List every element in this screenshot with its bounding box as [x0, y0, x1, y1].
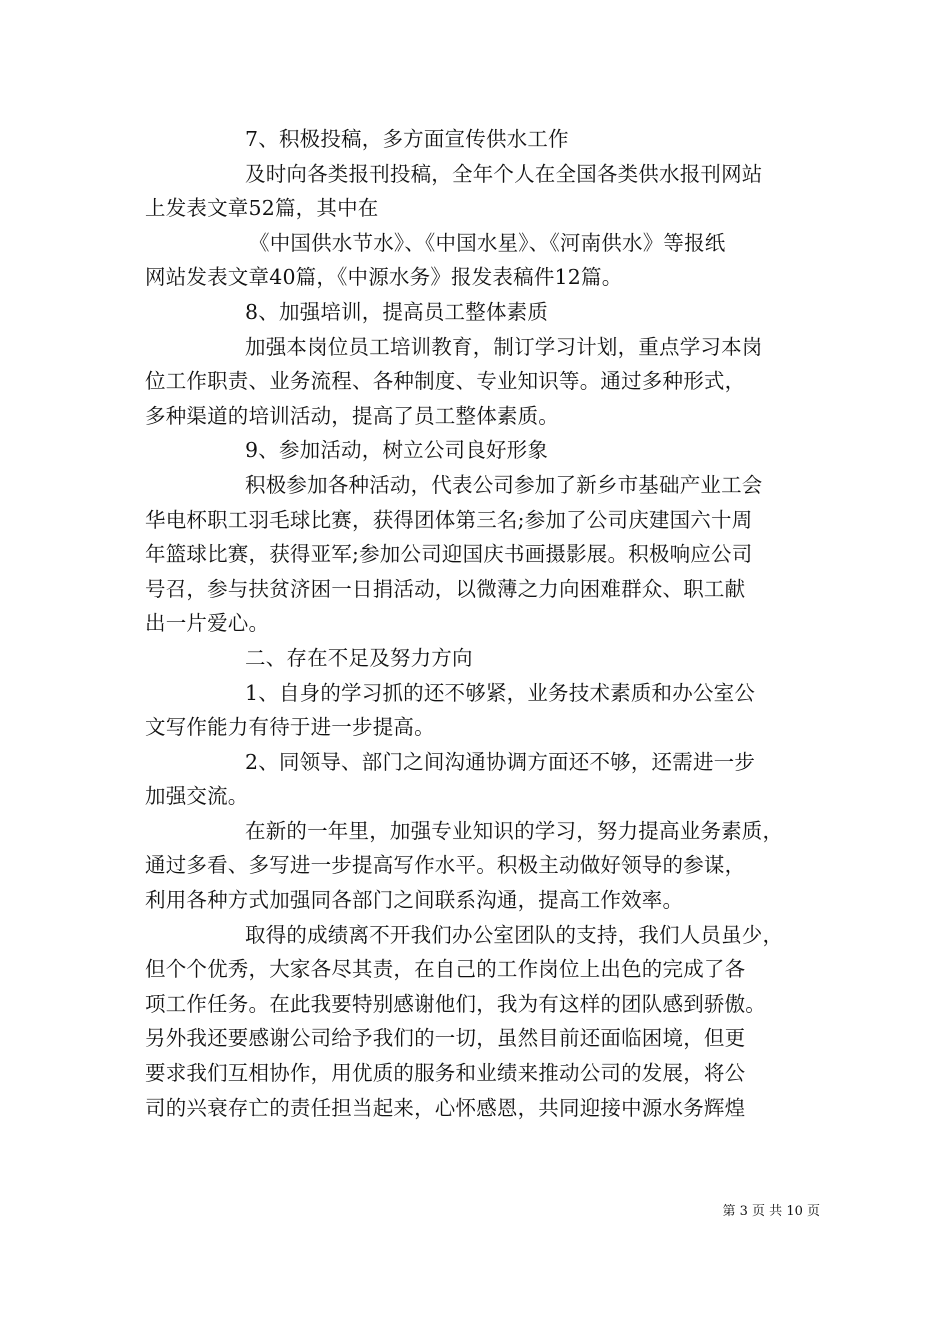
section-heading-2: 二、存在不足及努力方向 — [245, 645, 473, 670]
text-line: 网站发表文章40篇，《中源水务》报发表稿件12篇。 — [145, 265, 623, 290]
text-line: 文写作能力有待于进一步提高。 — [145, 715, 435, 740]
text-line: 《中国供水节水》、《中国水星》、《河南供水》等报纸 — [249, 230, 726, 255]
text-line: 在新的一年里，加强专业知识的学习，努力提高业务素质， — [245, 818, 784, 843]
text-line: 利用各种方式加强同各部门之间联系沟通，提高工作效率。 — [145, 888, 684, 913]
section-heading-7: 7、积极投稿，多方面宣传供水工作 — [245, 127, 569, 151]
text-line: 项工作任务。在此我要特别感谢他们，我为有这样的团队感到骄傲。 — [145, 991, 766, 1016]
section-heading-8: 8、加强培训，提高员工整体素质 — [245, 299, 549, 324]
text-line: 加强交流。 — [145, 784, 249, 809]
text-line: 上发表文章52篇，其中在 — [145, 196, 379, 221]
text-line: 2、同领导、部门之间沟通协调方面还不够，还需进一步 — [245, 749, 756, 774]
text-line: 另外我还要感谢公司给予我们的一切，虽然目前还面临困境，但更 — [145, 1026, 746, 1051]
text-line: 积极参加各种活动，代表公司参加了新乡市基础产业工会 — [245, 472, 763, 497]
text-line: 华电杯职工羽毛球比赛，获得团体第三名;参加了公司庆建国六十周 — [145, 507, 753, 532]
section-heading-9: 9、参加活动，树立公司良好形象 — [245, 438, 549, 463]
text-line: 加强本岗位员工培训教育，制订学习计划，重点学习本岗 — [245, 334, 763, 359]
document-text — [145, 122, 817, 1125]
text-line: 但个个优秀，大家各尽其责，在自己的工作岗位上出色的完成了各 — [145, 957, 746, 982]
text-line: 1、自身的学习抓的还不够紧，业务技术素质和办公室公 — [245, 680, 756, 705]
text-line: 及时向各类报刊投稿，全年个人在全国各类供水报刊网站 — [245, 161, 763, 186]
text-line: 要求我们互相协作，用优质的服务和业绩来推动公司的发展，将公 — [145, 1061, 746, 1086]
text-line: 年篮球比赛，获得亚军;参加公司迎国庆书画摄影展。积极响应公司 — [145, 542, 753, 567]
text-line: 通过多看、多写进一步提高写作水平。积极主动做好领导的参谋， — [145, 853, 746, 878]
text-line: 多种渠道的培训活动，提高了员工整体素质。 — [145, 403, 559, 428]
page-number: 第 3 页 共 10 页 — [722, 1204, 820, 1219]
text-line: 取得的成绩离不开我们办公室团队的支持，我们人员虽少， — [245, 922, 784, 947]
text-line: 出一片爱心。 — [145, 611, 270, 636]
document-body — [145, 122, 817, 1125]
text-line: 位工作职责、业务流程、各种制度、专业知识等。通过多种形式， — [145, 369, 746, 394]
text-line: 司的兴衰存亡的责任担当起来，心怀感恩，共同迎接中源水务辉煌 — [145, 1095, 746, 1120]
text-line: 号召，参与扶贫济困一日捐活动，以微薄之力向困难群众、职工献 — [145, 576, 746, 601]
